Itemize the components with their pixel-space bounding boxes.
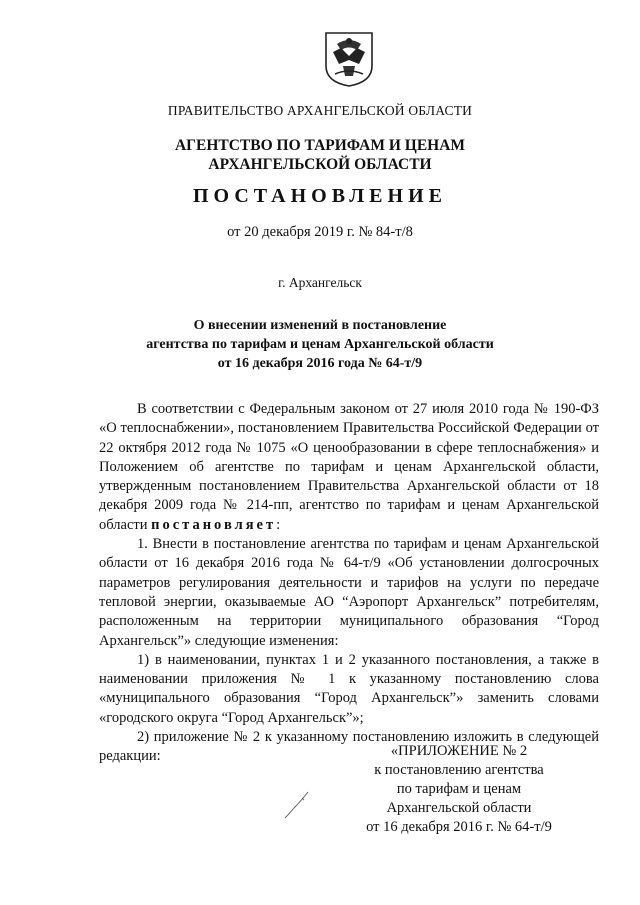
paragraph-subitem-2: 2) приложение № 2 к указанному постановлению изложить в следующей редакции: [99, 729, 599, 765]
preamble-end: : [276, 516, 281, 533]
paragraph-item-1: 1. Внести в постановление агентства по тарифам и ценам Архангельской области от 16 декабря 2016 года № 64-т/9 «Об установлении долгосрочных параметров регулирования деятельности и тарифов на услуги по передаче тепловой энергии, оказываемые АО “Аэропорт Архангельск” потребителям, расположенным на территории муниципального образования “Город Архангельск”» следующие изменения: [99, 536, 599, 649]
appendix-line-4: Архангельской области [386, 800, 532, 816]
appendix-header [359, 742, 559, 837]
document-city: г. Архангельск [278, 275, 362, 290]
document-type: ПОСТАНОВЛЕНИЕ [193, 185, 447, 207]
government-name: ПРАВИТЕЛЬСТВО АРХАНГЕЛЬСКОЙ ОБЛАСТИ [167, 103, 473, 118]
paragraph-preamble [99, 400, 599, 535]
resolves-word: постановляет [151, 516, 277, 533]
subject-line-3: от 16 декабря 2016 года № 64-т/9 [217, 356, 423, 371]
subject-line-2: агентства по тарифам и ценам Архангельской области [146, 337, 494, 352]
appendix-line-2: к постановлению агентства [374, 762, 544, 778]
appendix-line-3: по тарифам и ценам [396, 781, 522, 797]
document-date-number: от 20 декабря 2019 г. № 84-т/8 [227, 224, 413, 240]
appendix-line-5: от 16 декабря 2016 г. № 64-т/9 [366, 819, 552, 835]
paragraph-subitem-1: 1) в наименовании, пунктах 1 и 2 указанного постановления, а также в наименовании приложения № 1 к указанному постановлению слова «муниципального образования “Город Архангельск”» заменить словами «городского округа “Город Архангельск”»; [99, 651, 599, 726]
signature-mark-icon [282, 790, 312, 820]
preamble-text: В соответствии с Федеральным законом от 27 июля 2010 года № 190-ФЗ «О теплоснабжении», постановлением Правительства Российской Федерации от 22 октября 2012 года № 1075 «О ценообразовании в сфере теплоснабжения» и Положением об агентстве по тарифам и ценам Архангельской области, утвержденным постановлением Правительства Архангельской области от 18 декабря 2009 года № 214-пп, агентство по тарифам и ценам Архангельской области [99, 401, 599, 533]
coat-of-arms-icon [323, 30, 375, 88]
agency-name [0, 136, 640, 174]
agency-line-2: АРХАНГЕЛЬСКОЙ ОБЛАСТИ [208, 156, 432, 173]
agency-line-1: АГЕНТСТВО ПО ТАРИФАМ И ЦЕНАМ [174, 137, 466, 154]
appendix-line-1: «ПРИЛОЖЕНИЕ № 2 [390, 743, 528, 759]
document-body [99, 400, 599, 767]
document-subject [0, 316, 640, 373]
subject-line-1: О внесении изменений в постановление [193, 318, 447, 333]
